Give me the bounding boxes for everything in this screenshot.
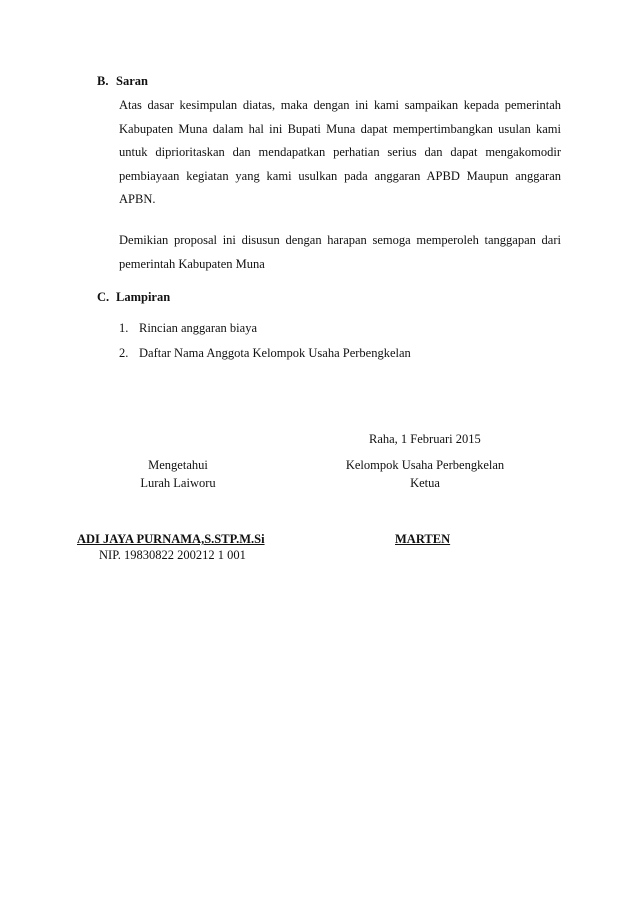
section-letter: C. bbox=[97, 290, 110, 304]
list-item bbox=[119, 341, 411, 366]
list-item-text: Rincian anggaran biaya bbox=[139, 321, 258, 335]
section-title: Saran bbox=[116, 74, 148, 88]
left-signer-name: ADI JAYA PURNAMA,S.STP.M.Si bbox=[77, 532, 265, 546]
section-title: Lampiran bbox=[116, 290, 171, 304]
left-signer-line2: Lurah Laiworu bbox=[140, 476, 216, 490]
list-item-text: Daftar Nama Anggota Kelompok Usaha Perbengkelan bbox=[139, 346, 411, 360]
saran-paragraph-1: Atas dasar kesimpulan diatas, maka dengan ini kami sampaikan kepada pemerintah Kabupaten Muna dalam hal ini Bupati Muna dapat mempertimbangkan usulan kami untuk diprioritaskan dan mendapatkan perhatian serius dan dapat mengakomodir pembiayaan kegiatan yang kami usulkan pada anggaran APBD Maupun anggaran APBN. bbox=[119, 98, 561, 206]
right-signer-line2: Ketua bbox=[410, 476, 440, 490]
lampiran-list bbox=[119, 316, 411, 366]
saran-paragraph-2: Demikian proposal ini disusun dengan harapan semoga memperoleh tanggapan dari pemerintah Kabupaten Muna bbox=[119, 233, 561, 271]
place-date: Raha, 1 Februari 2015 bbox=[369, 432, 481, 446]
list-item bbox=[119, 316, 411, 341]
section-heading-lampiran bbox=[97, 290, 170, 305]
section-letter: B. bbox=[97, 74, 109, 88]
list-item-number: 1. bbox=[119, 321, 129, 335]
right-signer-line1: Kelompok Usaha Perbengkelan bbox=[345, 458, 505, 472]
left-signer-role bbox=[118, 458, 238, 491]
right-signer-name: MARTEN bbox=[395, 532, 451, 546]
right-signer-role bbox=[335, 458, 515, 491]
left-signer-nip: NIP. 19830822 200212 1 001 bbox=[99, 548, 246, 562]
section-heading-saran bbox=[97, 74, 148, 89]
left-signer-line1: Mengetahui bbox=[148, 458, 208, 472]
list-item-number: 2. bbox=[119, 346, 129, 360]
